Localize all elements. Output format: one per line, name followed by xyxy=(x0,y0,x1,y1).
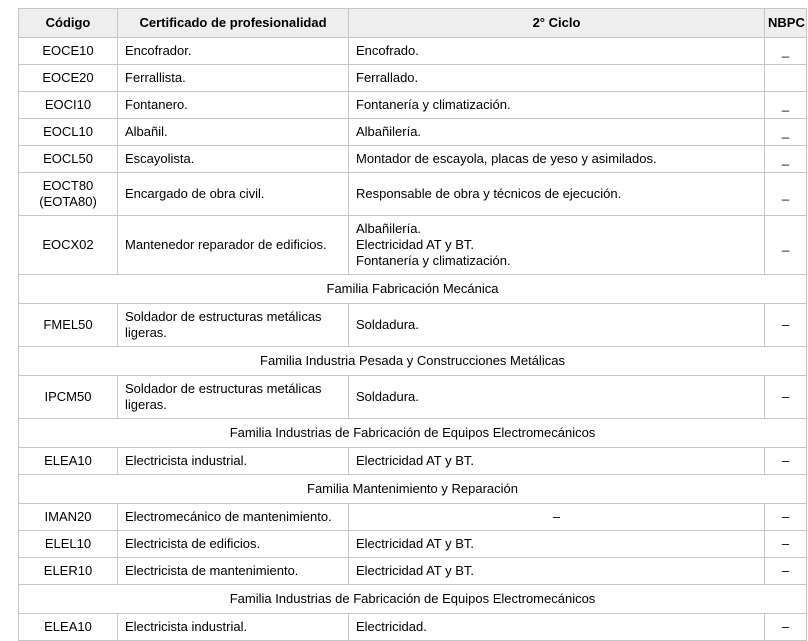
code-cell: IPCM50 xyxy=(19,376,118,419)
header-ciclo: 2° Ciclo xyxy=(349,9,765,38)
code-cell: EOCE20 xyxy=(19,65,118,92)
ciclo-line: Ferrallado. xyxy=(356,70,419,85)
section-label: Familia Industrias de Fabricación de Equipos Electromecánicos xyxy=(19,419,807,448)
certificate-cell: Escayolista. xyxy=(118,146,349,173)
ciclo-line: Electricidad AT y BT. xyxy=(356,536,475,551)
table-row xyxy=(19,65,807,92)
certificate-cell: Encofrador. xyxy=(118,38,349,65)
code-cell: EOCI10 xyxy=(19,92,118,119)
ciclo-cell xyxy=(349,558,765,585)
table-row xyxy=(19,614,807,641)
ciclo-cell xyxy=(349,146,765,173)
ciclo-line: Montador de escayola, placas de yeso y asimilados. xyxy=(356,151,657,166)
nbpc-cell: _ xyxy=(765,146,807,173)
certificates-table xyxy=(18,8,807,641)
nbpc-cell: – xyxy=(765,376,807,419)
certificate-cell: Electromecánico de mantenimiento. xyxy=(118,504,349,531)
ciclo-cell xyxy=(349,531,765,558)
section-row xyxy=(19,475,807,504)
code-cell: ELEL10 xyxy=(19,531,118,558)
code-cell: EOCL10 xyxy=(19,119,118,146)
code-cell: EOCL50 xyxy=(19,146,118,173)
certificate-cell: Encargado de obra civil. xyxy=(118,173,349,216)
ciclo-cell xyxy=(349,216,765,275)
ciclo-line: Fontanería y climatización. xyxy=(356,253,511,268)
nbpc-cell: – xyxy=(765,304,807,347)
nbpc-cell: _ xyxy=(765,119,807,146)
code-cell: ELER10 xyxy=(19,558,118,585)
table-row xyxy=(19,119,807,146)
header-nbpc: NBPC xyxy=(765,9,807,38)
certificates-table-container xyxy=(18,8,806,641)
table-row xyxy=(19,304,807,347)
code-cell: IMAN20 xyxy=(19,504,118,531)
table-row xyxy=(19,92,807,119)
nbpc-cell: – xyxy=(765,614,807,641)
ciclo-cell xyxy=(349,304,765,347)
certificate-cell: Ferrallista. xyxy=(118,65,349,92)
ciclo-line: Encofrado. xyxy=(356,43,419,58)
nbpc-cell: _ xyxy=(765,38,807,65)
nbpc-cell: – xyxy=(765,531,807,558)
nbpc-cell: _ xyxy=(765,92,807,119)
ciclo-cell xyxy=(349,65,765,92)
table-header xyxy=(19,9,807,38)
certificate-cell: Mantenedor reparador de edificios. xyxy=(118,216,349,275)
ciclo-cell xyxy=(349,173,765,216)
ciclo-line: Electricidad AT y BT. xyxy=(356,563,475,578)
table-row xyxy=(19,504,807,531)
nbpc-cell: – xyxy=(765,504,807,531)
nbpc-cell: _ xyxy=(765,173,807,216)
code-cell: EOCT80 (EOTA80) xyxy=(19,173,118,216)
table-row xyxy=(19,531,807,558)
certificate-cell: Soldador de estructuras metálicas ligeras. xyxy=(118,376,349,419)
section-row xyxy=(19,275,807,304)
ciclo-cell xyxy=(349,92,765,119)
certificate-cell: Fontanero. xyxy=(118,92,349,119)
header-certificado: Certificado de profesionalidad xyxy=(118,9,349,38)
ciclo-line: Responsable de obra y técnicos de ejecución. xyxy=(356,186,622,201)
ciclo-cell xyxy=(349,504,765,531)
table-row xyxy=(19,448,807,475)
certificate-cell: Electricista industrial. xyxy=(118,448,349,475)
ciclo-line: Electricidad AT y BT. xyxy=(356,453,475,468)
nbpc-cell: – xyxy=(765,448,807,475)
nbpc-cell: – xyxy=(765,558,807,585)
header-row xyxy=(19,9,807,38)
code-cell: EOCE10 xyxy=(19,38,118,65)
ciclo-cell xyxy=(349,614,765,641)
certificate-cell: Electricista de edificios. xyxy=(118,531,349,558)
section-row xyxy=(19,585,807,614)
table-row xyxy=(19,216,807,275)
table-row xyxy=(19,38,807,65)
certificate-cell: Electricista industrial. xyxy=(118,614,349,641)
certificate-cell: Electricista de mantenimiento. xyxy=(118,558,349,585)
header-codigo: Código xyxy=(19,9,118,38)
ciclo-line: Albañilería. xyxy=(356,124,422,139)
code-cell: ELEA10 xyxy=(19,448,118,475)
certificate-cell: Soldador de estructuras metálicas ligeras. xyxy=(118,304,349,347)
table-row xyxy=(19,173,807,216)
certificate-cell: Albañil. xyxy=(118,119,349,146)
ciclo-line: Fontanería y climatización. xyxy=(356,97,511,112)
ciclo-cell xyxy=(349,376,765,419)
table-row xyxy=(19,146,807,173)
ciclo-cell xyxy=(349,448,765,475)
ciclo-line: Albañilería. xyxy=(356,221,422,236)
ciclo-line: – xyxy=(552,509,561,524)
code-cell: FMEL50 xyxy=(19,304,118,347)
section-label: Familia Industria Pesada y Construcciones Metálicas xyxy=(19,347,807,376)
nbpc-cell xyxy=(765,65,807,92)
table-row xyxy=(19,558,807,585)
section-row xyxy=(19,347,807,376)
section-label: Familia Mantenimiento y Reparación xyxy=(19,475,807,504)
ciclo-cell xyxy=(349,119,765,146)
table-row xyxy=(19,376,807,419)
ciclo-line: Electricidad AT y BT. xyxy=(356,237,475,252)
code-cell: ELEA10 xyxy=(19,614,118,641)
ciclo-line: Soldadura. xyxy=(356,317,419,332)
code-cell: EOCX02 xyxy=(19,216,118,275)
nbpc-cell: _ xyxy=(765,216,807,275)
section-label: Familia Fabricación Mecánica xyxy=(19,275,807,304)
section-label: Familia Industrias de Fabricación de Equipos Electromecánicos xyxy=(19,585,807,614)
ciclo-line: Soldadura. xyxy=(356,389,419,404)
table-body xyxy=(19,38,807,641)
ciclo-cell xyxy=(349,38,765,65)
ciclo-line: Electricidad. xyxy=(356,619,427,634)
section-row xyxy=(19,419,807,448)
